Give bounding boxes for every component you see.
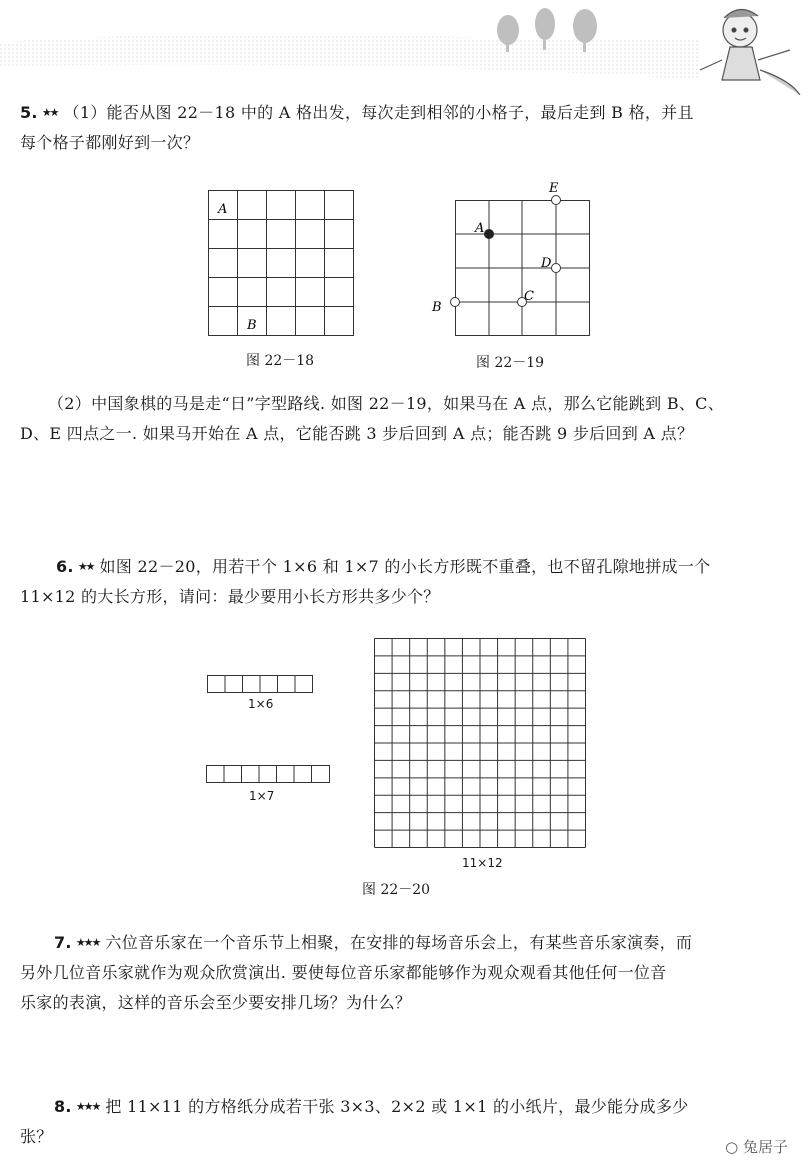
q6-text [20, 552, 790, 612]
q7-text [20, 928, 790, 1018]
q5-part2-text-line2: D、E 四点之一. 如果马开始在 A 点，它能否跳 3 步后回到 A 点；能否跳 9 步后回到 A 点？ [20, 424, 694, 443]
q6-text-line2: 11×12 的大长方形，请问：最少要用小长方形共多少个？ [20, 587, 440, 606]
difficulty-stars-icon: ★★ [77, 560, 94, 573]
q6-text-line1: 如图 22－20，用若干个 1×6 和 1×7 的小长方形既不重叠，也不留孔隙地拼成一个 [99, 557, 711, 576]
watermark [725, 1136, 788, 1157]
point-e [552, 196, 561, 205]
q8-number: 8. [54, 1097, 72, 1116]
q8-text [20, 1092, 790, 1152]
strip-1x7 [206, 765, 332, 785]
chat-bubble-icon: ○ [725, 1138, 739, 1156]
header-decoration [0, 0, 810, 95]
figure-22-20-caption: 图 22－20 [362, 882, 431, 898]
q8-text-line2: 张？ [20, 1127, 53, 1146]
strip-1x7-label: 1×7 [249, 789, 275, 803]
point-label-d: D [541, 256, 552, 271]
point-a [485, 230, 494, 239]
point-label-c: C [524, 289, 534, 304]
figure-22-18-grid [208, 190, 356, 338]
grid-11x12-label: 11×12 [462, 856, 503, 870]
cell-label-b: B [247, 318, 257, 333]
point-b [451, 298, 460, 307]
q6-number: 6. [56, 557, 74, 576]
q7-text-line1: 六位音乐家在一个音乐节上相聚，在安排的每场音乐会上，有某些音乐家演奏，而 [105, 933, 693, 952]
difficulty-stars-icon: ★★★ [75, 1100, 100, 1113]
point-label-b: B [432, 300, 442, 315]
q7-text-line2: 另外几位音乐家就作为观众欣赏演出. 要使每位音乐家都能够作为观众观看其他任何一位音 [20, 963, 667, 982]
q7-text-line3: 乐家的表演，这样的音乐会至少要安排几场？为什么？ [20, 993, 412, 1012]
q5-number: 5. [20, 103, 38, 122]
point-label-a: A [475, 221, 485, 236]
cartoon-character-icon [700, 9, 800, 95]
figure-22-19-board [425, 180, 595, 345]
strip-1x6 [207, 675, 315, 695]
q5-part2 [20, 389, 790, 449]
q5-part1-text: （1）能否从图 22－18 中的 A 格出发，每次走到相邻的小格子，最后走到 B 格，并且 [63, 103, 694, 122]
q8-text-line1: 把 11×11 的方格纸分成若干张 3×3、2×2 或 1×1 的小纸片，最少能分成多少 [105, 1097, 689, 1116]
q7-number: 7. [54, 933, 72, 952]
grid-11x12 [374, 638, 590, 850]
figure-22-19-caption: 图 22－19 [476, 355, 545, 371]
q5-part1-text-line2: 每个格子都刚好到一次？ [20, 133, 200, 152]
difficulty-stars-icon: ★★★ [75, 936, 100, 949]
difficulty-stars-icon: ★★ [41, 106, 58, 119]
cell-label-a: A [218, 202, 228, 217]
figure-22-18-caption: 图 22－18 [246, 353, 315, 369]
watermark-text: 兔居子 [742, 1138, 788, 1156]
q5-part1 [20, 98, 790, 158]
strip-1x6-label: 1×6 [248, 697, 274, 711]
point-d [552, 264, 561, 273]
point-label-e: E [549, 181, 559, 196]
q5-part2-text-line1: （2）中国象棋的马是走“日”字型路线. 如图 22－19，如果马在 A 点，那么它能跳到 B、C、 [48, 394, 725, 413]
